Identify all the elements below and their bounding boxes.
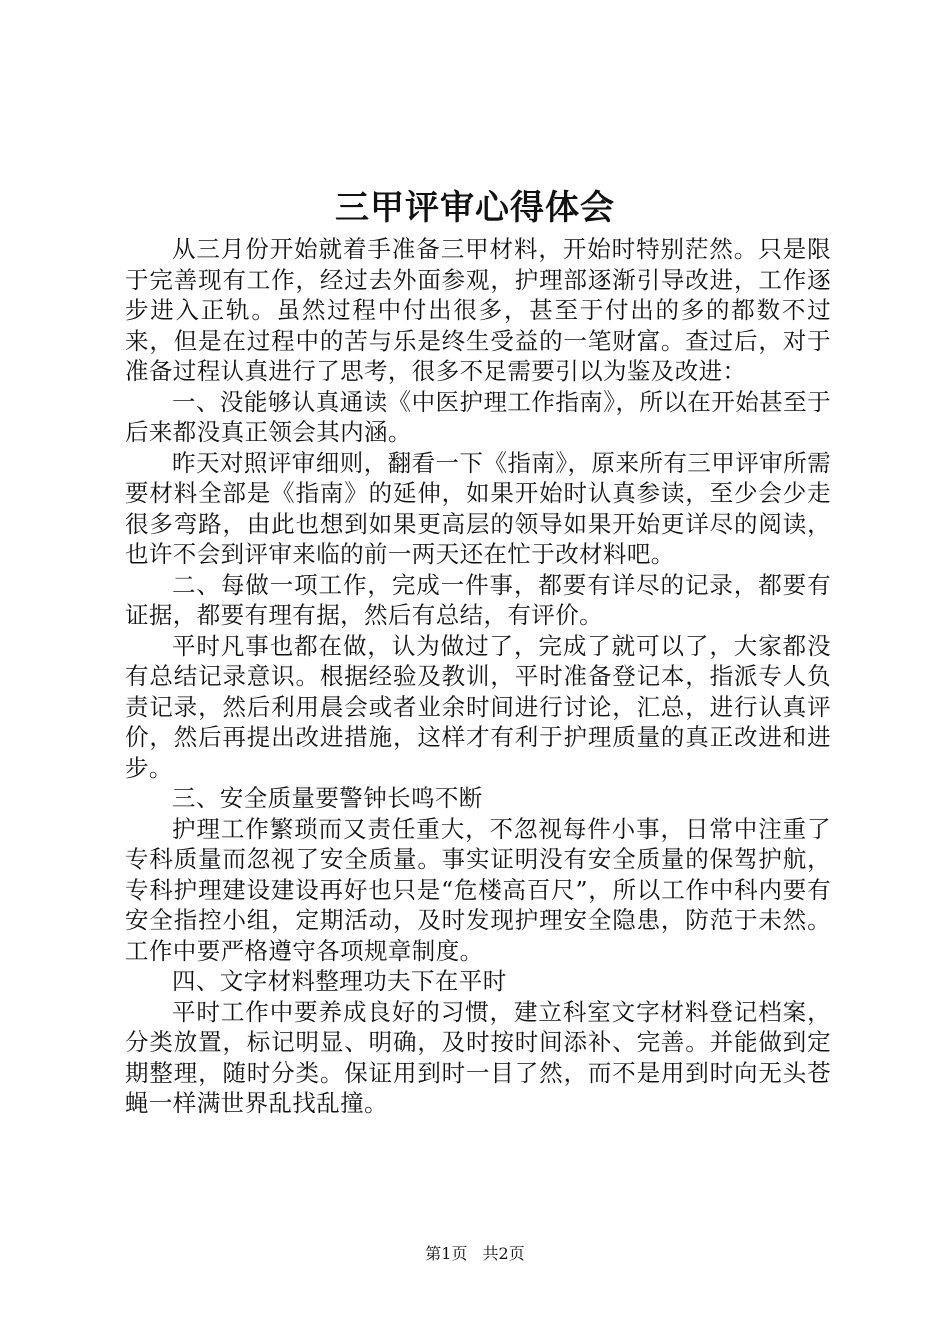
paragraph-point-two: 二、每做一项工作，完成一件事，都要有详尽的记录，都要有证据，都要有理有据，然后有总结，有评价。 bbox=[125, 570, 831, 629]
paragraph-point-four-detail: 平时工作中要养成良好的习惯，建立科室文字材料登记档案，分类放置，标记明显、明确，及时按时间添补、完善。并能做到定期整理，随时分类。保证用到时一目了然，而不是用到时向无头苍蝇一样满世界乱找乱撞。 bbox=[125, 997, 831, 1117]
paragraph-point-two-detail: 平时凡事也都在做，认为做过了，完成了就可以了，大家都没有总结记录意识。根据经验及教训，平时准备登记本，指派专人负责记录，然后利用晨会或者业余时间进行讨论，汇总，进行认真评价，然后再提出改进措施，这样才有利于护理质量的真正改进和进步。 bbox=[125, 631, 831, 782]
page-total: 共2页 bbox=[482, 1244, 525, 1263]
paragraph-intro: 从三月份开始就着手准备三甲材料，开始时特别茫然。只是限于完善现有工作，经过去外面参观，护理部逐渐引导改进，工作逐步进入正轨。虽然过程中付出很多，甚至于付出的多的都数不过来，但是在过程中的苦与乐是终生受益的一笔财富。查过后，对于准备过程认真进行了思考，很多不足需要引以为鉴及改进： bbox=[125, 235, 831, 385]
document-body bbox=[125, 234, 831, 1119]
document-title: 三甲评审心得体会 bbox=[335, 188, 615, 228]
page-number: 第1页 bbox=[425, 1244, 468, 1263]
paragraph-point-three: 三、安全质量要警钟长鸣不断 bbox=[172, 784, 483, 812]
paragraph-point-four: 四、文字材料整理功夫下在平时 bbox=[172, 967, 507, 995]
paragraph-point-three-detail: 护理工作繁琐而又责任重大，不忽视每件小事，日常中注重了专科质量而忽视了安全质量。事实证明没有安全质量的保驾护航，专科护理建设建设再好也只是“危楼高百尺”，所以工作中科内要有安全指控小组，定期活动，及时发现护理安全隐患，防范于未然。工作中要严格遵守各项规章制度。 bbox=[125, 814, 831, 965]
paragraph-point-one: 一、没能够认真通读《中医护理工作指南》，所以在开始甚至于后来都没真正领会其内涵。 bbox=[125, 387, 831, 446]
paragraph-point-one-detail: 昨天对照评审细则，翻看一下《指南》，原来所有三甲评审所需要材料全部是《指南》的延伸，如果开始时认真参读，至少会少走很多弯路，由此也想到如果更高层的领导如果开始更详尽的阅读，也许不会到评审来临的前一两天还在忙于改材料吧。 bbox=[125, 448, 831, 568]
page-footer bbox=[0, 1244, 950, 1264]
